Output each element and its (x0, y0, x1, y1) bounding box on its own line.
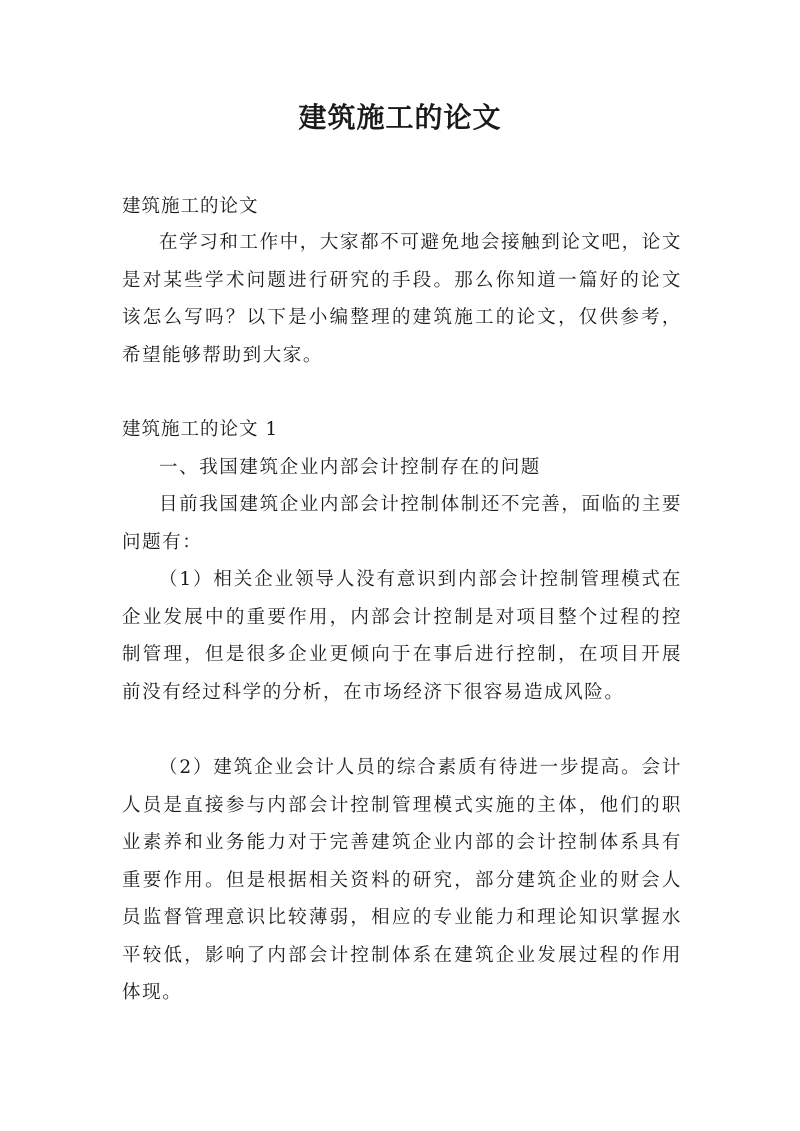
paragraph-2: （1）相关企业领导人没有意识到内部会计控制管理模式在企业发展中的重要作用，内部会计控制是对项目整个过程的控制管理，但是很多企业更倾向于在事后进行控制，在项目开展前没有经过科学的分析，在市场经济下很容易造成风险。 (122, 569, 682, 703)
paragraph-1: 目前我国建筑企业内部会计控制体制还不完善，面临的主要问题有： (122, 494, 682, 553)
section-heading: 建筑施工的论文 1 (122, 419, 279, 440)
document-title: 建筑施工的论文 (298, 101, 502, 134)
section-subheading: 一、我国建筑企业内部会计控制存在的问题 (159, 457, 541, 478)
intro-paragraph: 在学习和工作中，大家都不可避免地会接触到论文吧，论文是对某些学术问题进行研究的手段。那么你知道一篇好的论文该怎么写吗？以下是小编整理的建筑施工的论文，仅供参考，希望能够帮助到大家。 (122, 232, 682, 366)
intro-heading: 建筑施工的论文 (122, 196, 259, 217)
paragraph-3: （2）建筑企业会计人员的综合素质有待进一步提高。会计人员是直接参与内部会计控制管理模式实施的主体，他们的职业素养和业务能力对于完善建筑企业内部的会计控制体系具有重要作用。但是根据相关资料的研究，部分建筑企业的财会人员监督管理意识比较薄弱，相应的专业能力和理论知识掌握水平较低，影响了内部会计控制体系在建筑企业发展过程的作用体现。 (122, 757, 682, 1003)
